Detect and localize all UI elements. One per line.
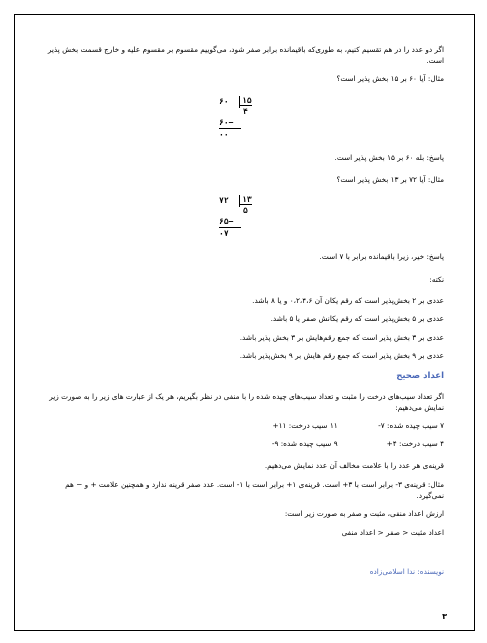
- division2-subtract: ۶۵−: [219, 217, 241, 228]
- note-item: عددی بر ۵ بخش‌پذیر است که رقم یکانش صفر یا ۵ باشد.: [270, 314, 444, 323]
- long-division-1: [219, 96, 252, 140]
- opposite-example: مثال: قرینه‌ی ۳- برابر است با ۳+ است. قرینه‌ی ۱+ برابر است با ۱- است. عدد صفر قرینه ندارد و همچنین علامت + و − هم نمی‌گیرد.: [65, 480, 444, 500]
- division1-remainder: ۰۰: [219, 130, 229, 139]
- section-intro: اگر تعداد سیب‌های درخت را مثبت و تعداد سیب‌های چیده شده را با منفی در نظر بگیریم، هر یک از عبارت های زیر را به صورت زیر نمایش می‌دهیم:: [49, 392, 444, 412]
- intro-paragraph: اگر دو عدد را در هم تقسیم کنیم، به طوری‌که باقیمانده برابر صفر شود، می‌گوییم مقسوم بر مقسوم علیه و خارج قسمت بخش پذیر است.: [47, 45, 444, 65]
- example2-answer: پاسخ: خیر، زیرا باقیمانده برابر با ۷ است.: [319, 252, 444, 261]
- apple-cell: ۱۱ سیب درخت: ۱۱+: [272, 421, 338, 430]
- apple-cell: ۷ سیب چیده شده: ۷-: [378, 421, 444, 430]
- note-item: عددی بر ۳ بخش پذیر است که جمع رقم‌هایش بر ۳ بخش پذیر باشد.: [239, 333, 444, 342]
- note-title: نکته:: [429, 275, 444, 284]
- order-line: اعداد مثبت < صفر < اعداد منفی: [341, 528, 444, 537]
- division1-dividend: ۶۰: [219, 97, 229, 106]
- example1-question: مثال: آیا ۶۰ بر ۱۵ بخش پذیر است؟: [336, 74, 444, 83]
- division1-subtract: ۶۰−: [219, 118, 241, 129]
- division1-divisor: ۱۵: [242, 96, 252, 105]
- author-line: نویسنده: ندا اسلامی‌زاده: [369, 567, 444, 576]
- long-division-2: [219, 195, 252, 239]
- section-heading: اعداد صحیح: [396, 371, 444, 381]
- sign-line: قرینه‌ی هر عدد را با علامت مخالف آن عدد نمایش می‌دهیم.: [264, 461, 444, 470]
- note-item: عددی بر ۹ بخش پذیر است که جمع رقم هایش بر ۹ بخش‌پذیر باشد.: [239, 351, 444, 360]
- division2-quotient: ۵: [243, 206, 248, 215]
- example1-answer: پاسخ: بله ۶۰ بر ۱۵ بخش پذیر است.: [334, 153, 444, 162]
- division2-dividend: ۷۲: [219, 196, 229, 205]
- example2-question: مثال: آیا ۷۲ بر ۱۳ بخش پذیر است؟: [336, 175, 444, 184]
- division2-remainder: ۰۷: [219, 229, 229, 238]
- note-item: عددی بر ۲ بخش‌پذیر است که رقم یکان آن ۰،۲،۴،۶ و یا ۸ باشد.: [252, 296, 444, 305]
- apple-cell: ۴ سیب درخت: ۴+: [386, 439, 444, 448]
- apple-cell: ۹ سیب چیده شده: ۹-: [271, 439, 338, 448]
- apple-row: [40, 438, 444, 449]
- page-number: ۳: [442, 612, 447, 621]
- division1-quotient: ۴: [243, 107, 248, 116]
- values-line: ارزش اعداد منفی، مثبت و صفر به صورت زیر است:: [284, 509, 444, 518]
- apple-row: [40, 420, 444, 431]
- division2-divisor: ۱۳: [242, 195, 252, 204]
